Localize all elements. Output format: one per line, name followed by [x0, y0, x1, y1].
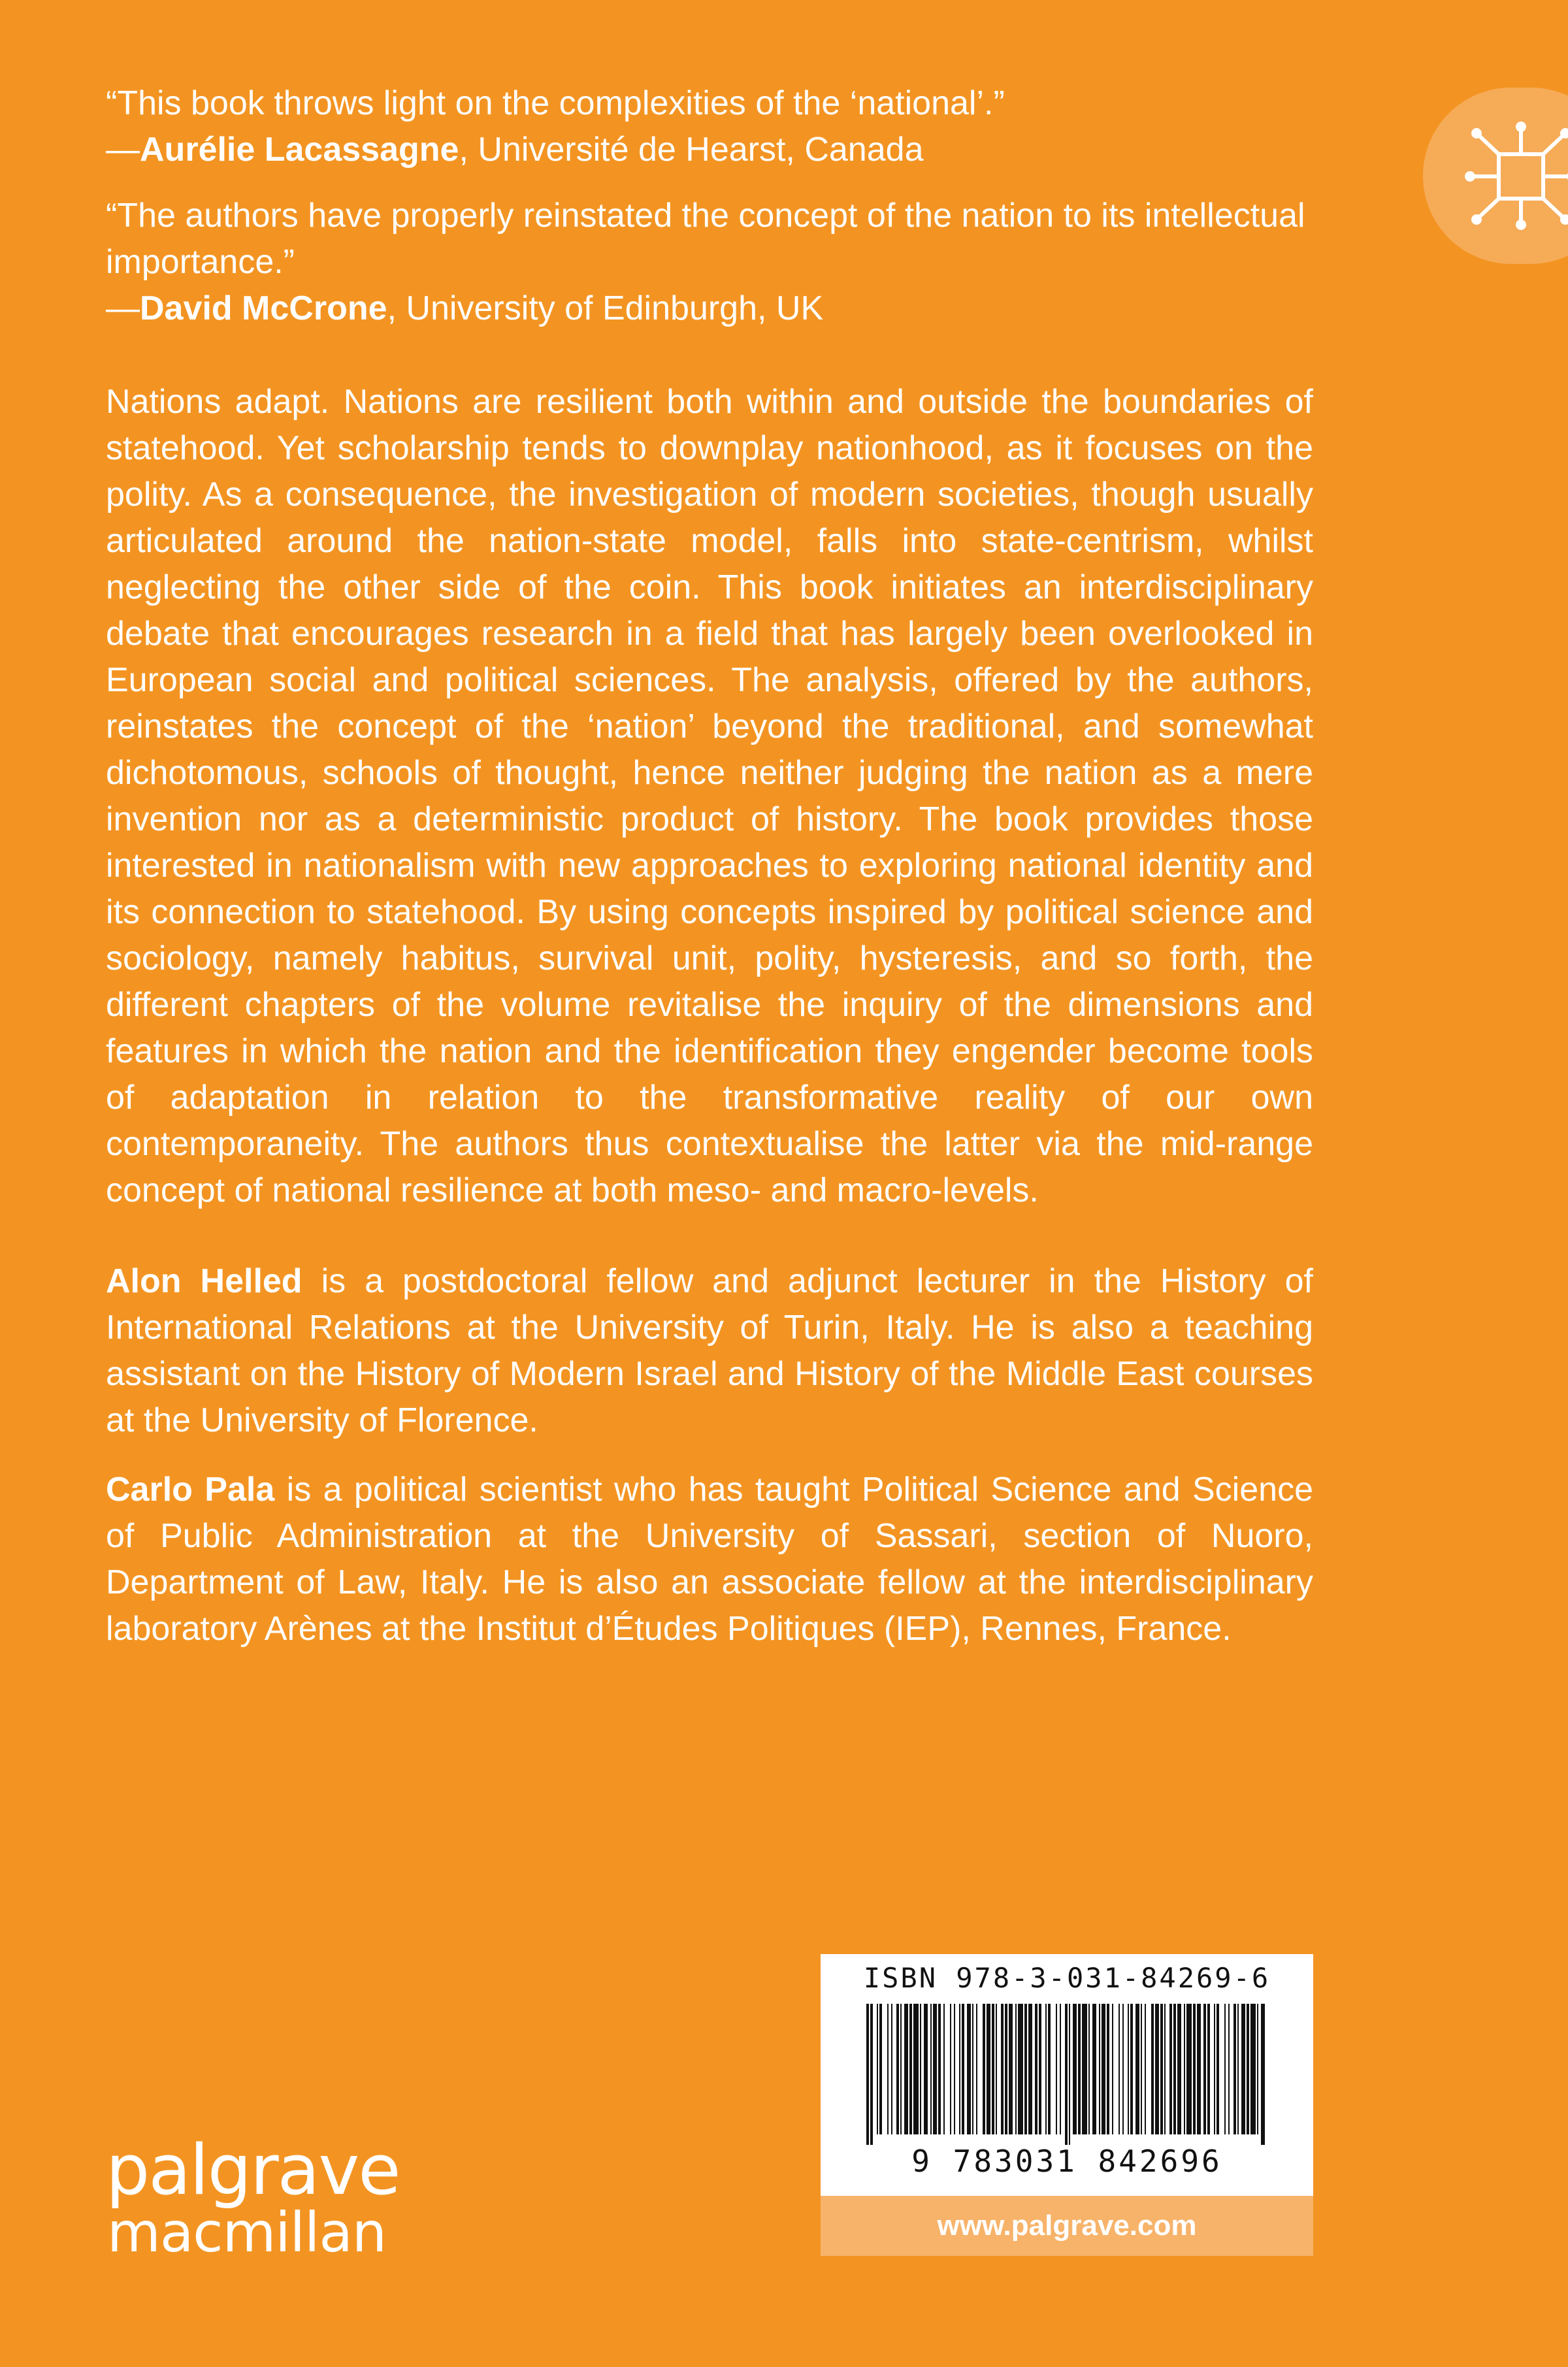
- author-bio-2: [106, 1467, 1313, 1652]
- publisher-url-bar: [821, 2196, 1313, 2256]
- barcode-bar: [1060, 2004, 1061, 2134]
- author-bio-text: is a political scientist who has taught Political Science and Science of Public Administration at the University of Sassari, section of Nuoro, Department of Law, Italy. He is also an associate fellow at the interdisciplinary laboratory Arènes at the Institut d’Études Politiques (IEP), Rennes, France.: [106, 1471, 1313, 1648]
- quote-affiliation: , University of Edinburgh, UK: [387, 289, 824, 327]
- endorsement-quote-2: [106, 193, 1315, 332]
- quote-text: “This book throws light on the complexities of the ‘national’.”: [106, 84, 1005, 122]
- barcode-bar: [967, 2004, 971, 2134]
- barcode-bar: [1069, 2004, 1070, 2145]
- barcode-bar: [972, 2004, 973, 2134]
- barcode-bar: [1228, 2004, 1230, 2134]
- barcode-bar: [1173, 2004, 1176, 2134]
- barcode-bar: [1145, 2004, 1146, 2134]
- barcode-bar: [959, 2004, 960, 2134]
- barcode-bar: [1005, 2004, 1007, 2134]
- barcode-bar: [1193, 2004, 1196, 2134]
- endorsement-quote-1: [106, 80, 1315, 173]
- barcode-bar: [962, 2004, 964, 2134]
- barcode-bar: [1241, 2004, 1245, 2134]
- barcode-bar: [1018, 2004, 1023, 2134]
- barcode-bar: [933, 2004, 937, 2134]
- barcode-bar: [1186, 2004, 1192, 2134]
- author-name: Alon Helled: [106, 1262, 302, 1300]
- barcode-bar: [1102, 2004, 1105, 2134]
- barcode-bar: [1028, 2004, 1032, 2134]
- author-bio-text: is a postdoctoral fellow and adjunct lecturer in the History of International Relations at the University of Turin, Italy. He is also a teaching assistant on the History of Modern Israel and History of the Middle East courses at the University of Florence.: [106, 1262, 1313, 1439]
- barcode-bar: [983, 2004, 985, 2134]
- barcode-bar: [879, 2004, 882, 2134]
- barcode-bar: [1250, 2004, 1256, 2134]
- isbn-barcode: [821, 1954, 1313, 2196]
- barcode-bar: [1135, 2004, 1139, 2134]
- isbn-label: ISBN 978-3-031-84269-6: [863, 1962, 1271, 1994]
- barcode-bar: [938, 2004, 941, 2134]
- barcode-bar: [887, 2004, 889, 2134]
- barcode-bar: [1099, 2004, 1100, 2134]
- barcode-bar: [1141, 2004, 1142, 2134]
- barcode-bar: [1107, 2004, 1109, 2134]
- barcode-bar: [976, 2004, 977, 2134]
- barcode-bar: [1217, 2004, 1219, 2134]
- barcode-bar: [1169, 2004, 1172, 2134]
- barcode-bar: [1119, 2004, 1120, 2134]
- barcode-bar: [904, 2004, 908, 2134]
- barcode-bar: [1048, 2004, 1051, 2134]
- barcode-digits: 9 783031 842696: [911, 2144, 1222, 2179]
- barcode-bar: [891, 2004, 892, 2134]
- publisher-url[interactable]: www.palgrave.com: [937, 2210, 1197, 2242]
- barcode-bar: [866, 2004, 869, 2145]
- quote-attribution: —David McCrone, University of Edinburgh, UK: [106, 289, 824, 327]
- barcode-bar: [1039, 2004, 1041, 2134]
- barcode-bar: [954, 2004, 955, 2134]
- barcode-bar: [1164, 2004, 1166, 2134]
- barcode-bar: [1247, 2004, 1249, 2134]
- barcode-bar: [900, 2004, 902, 2134]
- palgrave-network-icon: [1423, 88, 1568, 264]
- barcode-bar: [1214, 2004, 1215, 2134]
- barcode-bar: [1207, 2004, 1210, 2134]
- barcode-bar: [1177, 2004, 1181, 2134]
- barcode-bar: [1122, 2004, 1124, 2134]
- barcode-bar: [1088, 2004, 1090, 2134]
- barcode-bar: [1035, 2004, 1037, 2134]
- barcode-bar: [896, 2004, 899, 2134]
- barcode-bar: [877, 2004, 878, 2134]
- quote-affiliation: , Université de Hearst, Canada: [459, 131, 924, 169]
- barcode-bar: [1092, 2004, 1096, 2134]
- barcode-bar: [909, 2004, 912, 2134]
- barcode-bar: [924, 2004, 928, 2134]
- book-description: Nations adapt. Nations are resilient both within and outside the boundaries of statehood. Yet scholarship tends to downplay nationhood, as it focuses on the polity. As a consequence, the investigation of modern societies, though usually articulated around the nation-state model, falls into state-centrism, whilst neglecting the other side of the coin. This book initiates an interdisciplinary debate that encourages research in a field that has largely been overlooked in European social and political sciences. The analysis, offered by the authors, reinstates the concept of the ‘nation’ beyond the traditional, and somewhat dichotomous, schools of thought, hence neither judging the nation as a mere invention nor as a deterministic product of history. The book provides those interested in nationalism with new approaches to exploring national identity and its connection to statehood. By using concepts inspired by political science and sociology, namely habitus, survival unit, polity, hysteresis, and so forth, the different chapters of the volume revitalise the inquiry of the dimensions and features in which the nation and the identification they engender become tools of adaptation in relation to the transformative reality of our own contemporaneity. The authors thus contextualise the latter via the mid-range concept of national resilience at both meso- and macro-levels.: [106, 383, 1313, 1209]
- barcode-bar: [1001, 2004, 1004, 2134]
- barcode-bar: [870, 2004, 873, 2145]
- barcode-bar: [1130, 2004, 1133, 2134]
- barcode-bar: [1203, 2004, 1206, 2134]
- barcode-bar: [1233, 2004, 1236, 2134]
- barcode-bar: [950, 2004, 951, 2134]
- barcode-bar: [1073, 2004, 1077, 2134]
- barcode-bar: [920, 2004, 921, 2134]
- barcode-bars: [866, 2004, 1267, 2145]
- barcode-bar: [1045, 2004, 1047, 2134]
- barcode-bar: [913, 2004, 919, 2134]
- barcode-bar: [1056, 2004, 1057, 2134]
- barcode-bar: [1024, 2004, 1027, 2134]
- quote-attribution: —Aurélie Lacassagne, Université de Hearst, Canada: [106, 131, 924, 169]
- barcode-bar: [1151, 2004, 1154, 2134]
- quote-text: “The authors have properly reinstated the concept of the nation to its intellectual importance.”: [106, 197, 1305, 281]
- barcode-bar: [1184, 2004, 1185, 2134]
- barcode-bar: [1155, 2004, 1159, 2134]
- barcode-bar: [1224, 2004, 1226, 2134]
- barcode-bar: [1128, 2004, 1129, 2134]
- barcode-bar: [1078, 2004, 1081, 2134]
- barcode-bar: [1065, 2004, 1068, 2145]
- barcode-bar: [930, 2004, 932, 2134]
- quote-author: Aurélie Lacassagne: [140, 131, 459, 169]
- author-bio-1: [106, 1258, 1313, 1444]
- publisher-name-line2: macmillan: [107, 2200, 387, 2264]
- publisher-name-line1: palgrave: [106, 2130, 400, 2210]
- barcode-bar: [1015, 2004, 1017, 2134]
- barcode-bar: [1160, 2004, 1163, 2134]
- barcode-bar: [996, 2004, 997, 2134]
- barcode-bar: [1261, 2004, 1265, 2145]
- publisher-logo: [106, 2130, 400, 2264]
- barcode-bar: [1197, 2004, 1201, 2134]
- barcode-bar: [1237, 2004, 1239, 2134]
- barcode-bar: [1112, 2004, 1113, 2134]
- quote-author: David McCrone: [140, 289, 387, 327]
- barcode-bar: [987, 2004, 990, 2134]
- barcode-bar: [1257, 2004, 1258, 2134]
- barcode-bar: [1082, 2004, 1087, 2134]
- barcode-bar: [943, 2004, 945, 2134]
- barcode-bar: [992, 2004, 994, 2134]
- barcode-bar: [1009, 2004, 1013, 2134]
- author-name: Carlo Pala: [106, 1471, 275, 1509]
